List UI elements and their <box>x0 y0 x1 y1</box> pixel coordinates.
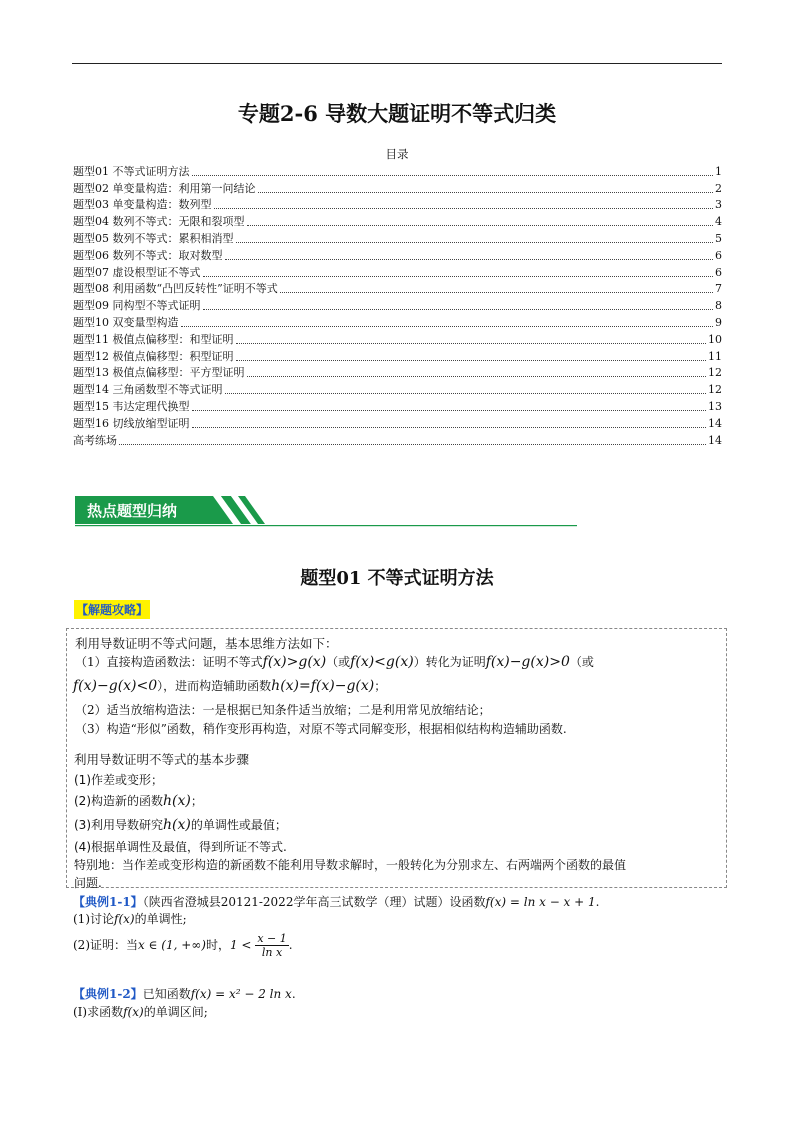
toc-leader <box>119 444 706 445</box>
toc-leader <box>225 259 714 260</box>
banner-text: 热点题型归纳 <box>87 502 178 520</box>
toc-entry-label: 题型06 数列不等式：取对数型 <box>73 248 223 262</box>
toc-heading: 目录 <box>385 147 409 161</box>
toc-leader <box>236 242 714 243</box>
page-title: 专题2-6 导数大题证明不等式归类 <box>237 101 557 126</box>
step-2 <box>74 792 203 809</box>
toc-entry[interactable] <box>73 264 722 281</box>
formula: 1 < <box>229 938 252 952</box>
toc-entry-label: 题型01 不等式证明方法 <box>73 164 190 178</box>
method-1-text: ）转化为证明 <box>413 655 486 669</box>
toc-entry-page: 2 <box>715 181 722 195</box>
toc-entry-label: 题型05 数列不等式：累积相消型 <box>73 231 234 245</box>
example-text: . <box>595 895 600 909</box>
toc-entry-page: 8 <box>715 299 722 313</box>
question-text: 的单调区间; <box>143 1005 208 1019</box>
toc-leader <box>247 376 707 377</box>
toc-entry-label: 题型15 韦达定理代换型 <box>73 399 190 413</box>
example-1-2 <box>73 985 296 1002</box>
toc-entry-label: 题型11 极值点偏移型：和型证明 <box>73 332 234 346</box>
toc-entry[interactable] <box>73 247 722 264</box>
formula: f(x) = ln x − x + 1 <box>485 895 596 909</box>
toc-entry[interactable] <box>73 314 722 331</box>
formula: x ∈ (1, +∞) <box>138 938 206 952</box>
formula: f(x)−g(x)>0 <box>485 654 570 670</box>
toc-entry[interactable] <box>73 163 722 180</box>
toc-entry[interactable] <box>73 213 722 230</box>
toc-entry-page: 4 <box>715 215 722 229</box>
toc-entry-label: 题型08 利用函数“凸凹反转性”证明不等式 <box>73 282 278 296</box>
toc-entry-page: 14 <box>708 433 722 447</box>
toc-leader <box>192 427 707 428</box>
formula: f(x)>g(x) <box>262 654 327 670</box>
example-text: 已知函数 <box>142 987 191 1001</box>
toc-entry-label: 题型10 双变量型构造 <box>73 315 179 329</box>
step-text: (3)利用导数研究 <box>74 818 163 832</box>
question-text: . <box>288 938 293 952</box>
toc-entry[interactable] <box>73 365 722 382</box>
toc-entry[interactable] <box>73 180 722 197</box>
fraction-numerator: x − 1 <box>257 932 287 945</box>
toc-leader <box>181 326 714 327</box>
step-text: (2)构造新的函数 <box>74 794 163 808</box>
formula: h(x)=f(x)−g(x) <box>271 678 375 694</box>
toc-entry-label: 题型12 极值点偏移型：积型证明 <box>73 349 234 363</box>
table-of-contents <box>73 163 722 449</box>
toc-entry-label: 题型02 单变量构造：利用第一问结论 <box>73 181 256 195</box>
toc-leader <box>192 410 707 411</box>
toc-entry-page: 6 <box>715 248 722 262</box>
formula: f(x) <box>114 912 135 926</box>
banner-underline <box>75 525 577 526</box>
toc-leader <box>203 309 714 310</box>
toc-entry[interactable] <box>73 230 722 247</box>
section-title: 题型01 不等式证明方法 <box>300 568 494 589</box>
question-text: 的单调性; <box>134 912 187 926</box>
method-1-text: ），进而构造辅助函数 <box>157 679 272 693</box>
step-4: (4)根据单调性及最值，得到所证不等式. <box>74 840 287 854</box>
formula: f(x) = x² − 2 ln x <box>190 987 292 1001</box>
example-1-1-q2 <box>73 932 293 959</box>
formula: h(x) <box>163 793 191 809</box>
toc-entry-page: 14 <box>708 416 722 430</box>
toc-entry-page: 10 <box>708 332 722 346</box>
example-label: 【典例1-2】 <box>73 987 143 1001</box>
toc-entry-label: 题型13 极值点偏移型：平方型证明 <box>73 366 245 380</box>
example-text: . <box>291 987 296 1001</box>
method-1-text: （1）直接构造函数法：证明不等式 <box>75 655 263 669</box>
toc-leader <box>225 393 707 394</box>
step-text: 的单调性或最值； <box>190 818 287 832</box>
toc-entry-page: 11 <box>708 349 722 363</box>
question-text: (2)证明：当 <box>73 938 138 952</box>
note-line-2: 问题. <box>74 876 102 890</box>
strategy-tag: 【解题攻略】 <box>74 600 150 619</box>
toc-leader <box>280 292 713 293</box>
toc-leader <box>236 343 707 344</box>
example-1-1-q1 <box>73 910 187 927</box>
question-text: (I)求函数 <box>73 1005 124 1019</box>
toc-entry[interactable] <box>73 297 722 314</box>
toc-entry-page: 7 <box>715 282 722 296</box>
method-1-text: （或 <box>569 655 594 669</box>
toc-entry[interactable] <box>73 281 722 298</box>
toc-leader <box>247 225 714 226</box>
method-2-line: （2）适当放缩构造法：一是根据已知条件适当放缩；二是利用常见放缩结论； <box>75 703 491 717</box>
step-3 <box>74 816 287 833</box>
example-1-2-q1 <box>73 1003 208 1020</box>
method-1-line <box>75 653 594 670</box>
toc-leader <box>236 360 707 361</box>
toc-entry-label: 题型14 三角函数型不等式证明 <box>73 383 223 397</box>
toc-entry[interactable] <box>73 331 722 348</box>
toc-entry[interactable] <box>73 197 722 214</box>
question-text: (1)讨论 <box>73 912 114 926</box>
header-rule <box>72 63 722 64</box>
section-banner <box>75 494 577 528</box>
formula: f(x) <box>123 1005 144 1019</box>
toc-entry-page: 6 <box>715 265 722 279</box>
step-text: ； <box>190 794 203 808</box>
note-line-1: 特别地：当作差或变形构造的新函数不能利用导数求解时，一般转化为分别求左、右两端两个函数的最值 <box>74 858 627 872</box>
toc-entry[interactable] <box>73 381 722 398</box>
example-label: 【典例1-1】 <box>73 895 143 909</box>
toc-entry[interactable] <box>73 432 722 449</box>
steps-title: 利用导数证明不等式的基本步骤 <box>74 752 250 767</box>
formula: f(x)<g(x) <box>350 654 414 670</box>
toc-entry-page: 12 <box>708 366 722 380</box>
example-1-1 <box>73 893 599 910</box>
question-text: 时， <box>205 938 230 952</box>
toc-entry-label: 高考练场 <box>73 433 117 447</box>
fraction-denominator: ln x <box>261 946 283 959</box>
toc-entry-label: 题型16 切线放缩型证明 <box>73 416 190 430</box>
toc-entry-label: 题型09 同构型不等式证明 <box>73 299 201 313</box>
toc-entry-label: 题型04 数列不等式：无限和裂项型 <box>73 215 245 229</box>
toc-entry[interactable] <box>73 348 722 365</box>
method-1-text: ； <box>374 679 387 693</box>
toc-entry-label: 题型07 虚设根型证不等式 <box>73 265 201 279</box>
toc-entry-page: 13 <box>708 399 722 413</box>
toc-leader <box>203 276 714 277</box>
toc-leader <box>258 192 714 193</box>
toc-entry-page: 9 <box>715 315 722 329</box>
toc-leader <box>214 208 714 209</box>
toc-entry-page: 12 <box>708 383 722 397</box>
toc-entry[interactable] <box>73 398 722 415</box>
step-1: (1)作差或变形； <box>74 773 163 787</box>
toc-entry-page: 3 <box>715 198 722 212</box>
example-text: （陕西省澄城县20121-2022学年高三试数学（理）试题）设函数 <box>142 895 486 909</box>
method-3-line: （3）构造“形似”函数，稍作变形再构造，对原不等式同解变形，根据相似结构构造辅助函数. <box>75 722 567 736</box>
formula: h(x) <box>163 817 191 833</box>
toc-entry-label: 题型03 单变量构造：数列型 <box>73 198 212 212</box>
box-intro: 利用导数证明不等式问题，基本思维方法如下： <box>75 636 338 651</box>
toc-leader <box>192 175 714 176</box>
fraction <box>255 932 288 959</box>
toc-entry[interactable] <box>73 415 722 432</box>
toc-entry-page: 1 <box>715 164 722 178</box>
formula: f(x)−g(x)<0 <box>73 678 158 694</box>
method-1-line-2 <box>73 677 386 694</box>
method-1-text: （或 <box>326 655 351 669</box>
toc-entry-page: 5 <box>715 231 722 245</box>
